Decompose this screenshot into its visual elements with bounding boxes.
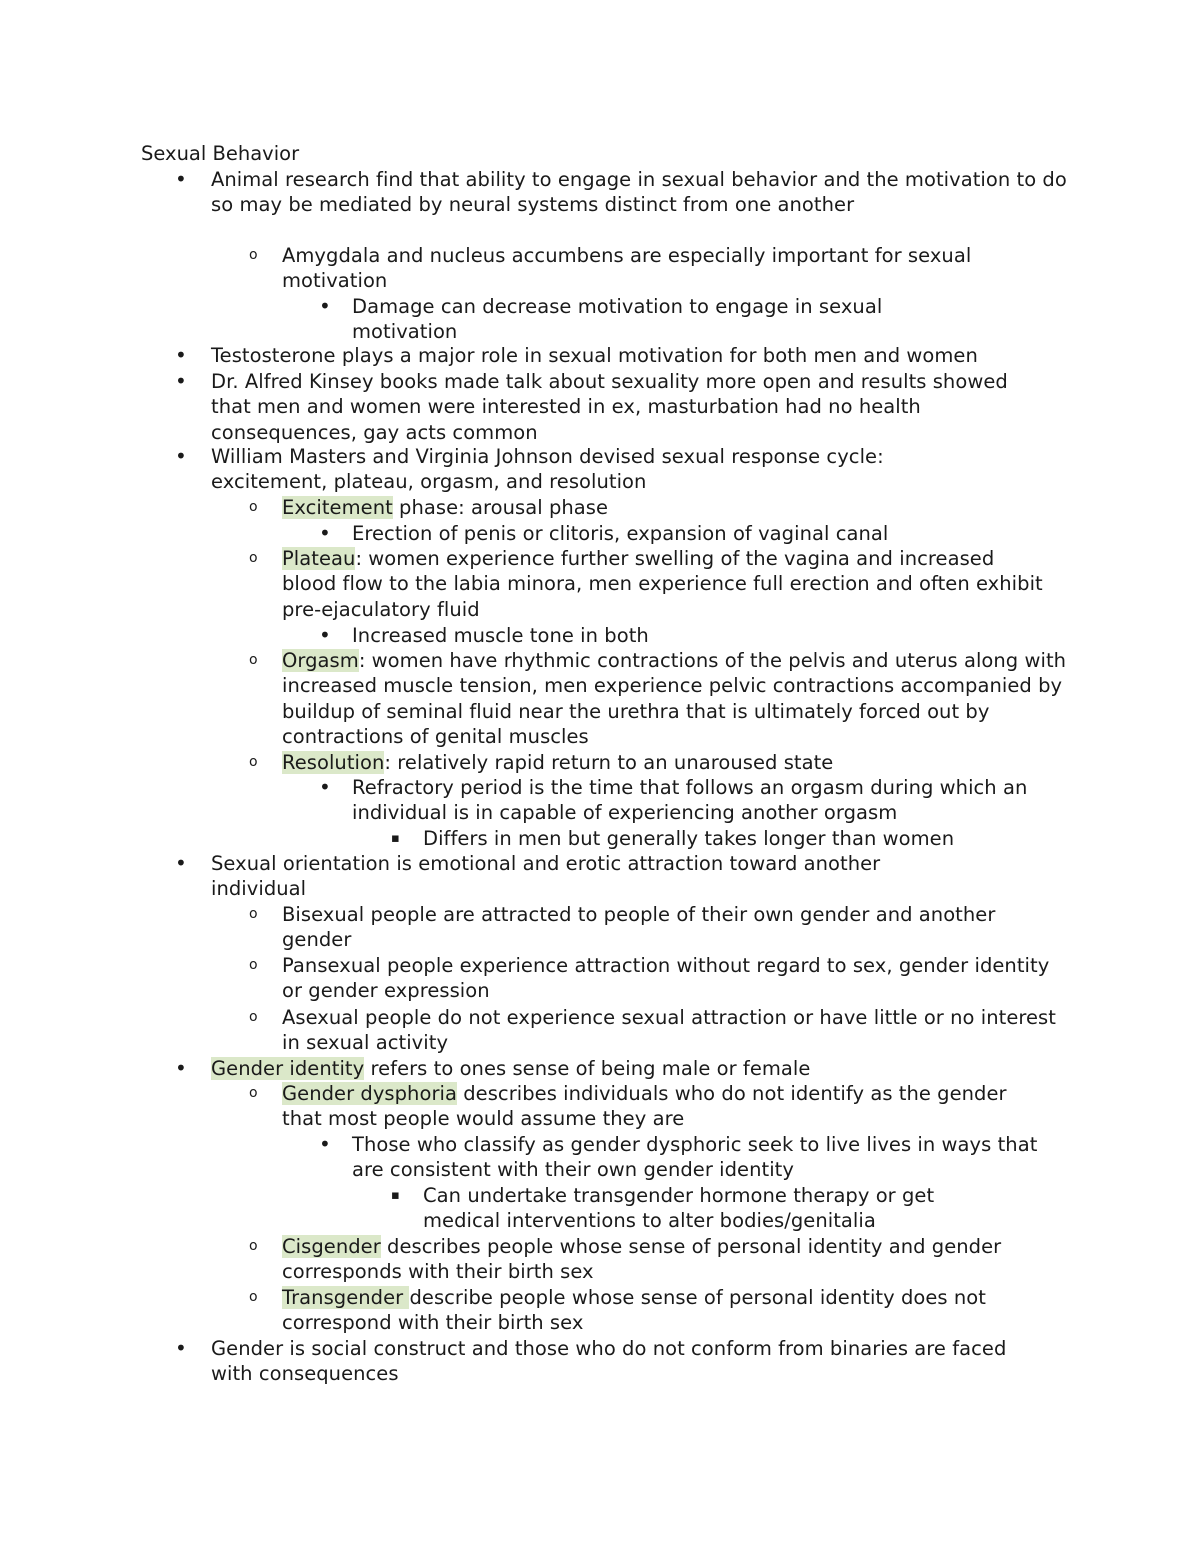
- bullet-icon: •: [319, 521, 331, 545]
- list-item: [319, 623, 1082, 648]
- bullet-icon: •: [175, 444, 187, 468]
- list-item: [249, 953, 1062, 1004]
- bullet-icon: •: [175, 343, 187, 367]
- list-item: [175, 1336, 1041, 1387]
- highlighted-term: Gender identity: [211, 1057, 365, 1080]
- list-item: [249, 1234, 1012, 1285]
- item-text: phase: arousal phase: [392, 496, 609, 519]
- highlighted-term: Transgender: [282, 1286, 410, 1309]
- circle-bullet-icon: o: [249, 550, 258, 566]
- highlighted-term: Resolution: [282, 751, 385, 774]
- circle-bullet-icon: o: [249, 1009, 258, 1025]
- square-bullet-icon: ▪: [391, 1188, 400, 1203]
- item-text: Erection of penis or clitoris, expansion of vaginal canal: [352, 522, 889, 545]
- list-item: [249, 495, 1082, 520]
- item-text: Amygdala and nucleus accumbens are especially important for sexual motivation: [282, 244, 972, 293]
- list-item: [175, 444, 971, 495]
- circle-bullet-icon: o: [249, 247, 258, 263]
- list-item: [249, 1081, 1012, 1132]
- list-item: [319, 294, 952, 345]
- bullet-icon: •: [319, 1132, 331, 1156]
- item-text: Damage can decrease motivation to engage in sexual motivation: [352, 295, 883, 344]
- list-item: [249, 1005, 1062, 1056]
- bullet-icon: •: [319, 623, 331, 647]
- list-item: [175, 369, 1021, 445]
- item-text: Sexual orientation is emotional and erotic attraction toward another individual: [211, 852, 881, 901]
- item-text: describe people whose sense of personal identity does not correspond with their birth sex: [282, 1286, 986, 1335]
- bullet-icon: •: [319, 775, 331, 799]
- item-text: Testosterone plays a major role in sexual motivation for both men and women: [211, 344, 978, 367]
- bullet-icon: •: [175, 167, 187, 191]
- item-text: William Masters and Virginia Johnson devised sexual response cycle: excitement, plateau, orgasm, and resolution: [211, 445, 884, 494]
- item-text: : women have rhythmic contractions of the pelvis and uterus along with increased muscle tension, men experience pelvic contractions accompanied by buildup of seminal fluid near the urethra that is ultimately forced out by contractions of genital muscles: [282, 649, 1067, 749]
- list-item: [319, 775, 1067, 826]
- item-text: Refractory period is the time that follows an orgasm during which an individual is in capable of experiencing another orgasm: [352, 776, 1028, 825]
- circle-bullet-icon: o: [249, 906, 258, 922]
- highlighted-term: Cisgender: [282, 1235, 381, 1258]
- item-text: : relatively rapid return to an unaroused state: [384, 751, 834, 774]
- item-text: Animal research find that ability to engage in sexual behavior and the motivation to do so may be mediated by neural systems distinct from one another: [211, 168, 1067, 217]
- circle-bullet-icon: o: [249, 499, 258, 515]
- list-item: [249, 1285, 1042, 1336]
- list-item: [249, 243, 1082, 294]
- circle-bullet-icon: o: [249, 957, 258, 973]
- item-text: Differs in men but generally takes longer than women: [423, 827, 955, 850]
- item-text: refers to ones sense of being male or female: [364, 1057, 811, 1080]
- list-item: [249, 902, 1002, 953]
- circle-bullet-icon: o: [249, 754, 258, 770]
- list-item: [175, 343, 1091, 368]
- list-item: [319, 521, 1082, 546]
- item-text: Dr. Alfred Kinsey books made talk about sexuality more open and results showed that men and women were interested in ex, masturbation had no health consequences, gay acts common: [211, 370, 1008, 444]
- square-bullet-icon: ▪: [391, 831, 400, 846]
- item-text: : women experience further swelling of the vagina and increased blood flow to the labia minora, men experience full erection and often exhibit pre-ejaculatory fluid: [282, 547, 1043, 621]
- highlighted-term: Plateau: [282, 547, 356, 570]
- list-item: [249, 546, 1052, 622]
- list-item: [249, 648, 1067, 750]
- item-text: Can undertake transgender hormone therapy or get medical interventions to alter bodies/genitalia: [423, 1184, 935, 1233]
- list-item: [175, 851, 971, 902]
- bullet-icon: •: [319, 294, 331, 318]
- item-text: describes individuals who do not identify as the gender that most people would assume they are: [282, 1082, 1007, 1131]
- highlighted-term: Orgasm: [282, 649, 359, 672]
- list-item: [391, 826, 1083, 851]
- item-text: Asexual people do not experience sexual attraction or have little or no interest in sexual activity: [282, 1006, 1056, 1055]
- list-item: [249, 750, 1082, 775]
- circle-bullet-icon: o: [249, 652, 258, 668]
- item-text: Pansexual people experience attraction without regard to sex, gender identity or gender expression: [282, 954, 1050, 1003]
- highlighted-term: Excitement: [282, 496, 393, 519]
- circle-bullet-icon: o: [249, 1085, 258, 1101]
- circle-bullet-icon: o: [249, 1238, 258, 1254]
- circle-bullet-icon: o: [249, 1289, 258, 1305]
- bullet-icon: •: [175, 1336, 187, 1360]
- bullet-icon: •: [175, 851, 187, 875]
- item-text: describes people whose sense of personal identity and gender corresponds with their birth sex: [282, 1235, 1002, 1284]
- page-title: Sexual Behavior: [141, 142, 300, 165]
- highlighted-term: Gender dysphoria: [282, 1082, 457, 1105]
- bullet-icon: •: [175, 1056, 187, 1080]
- item-text: Gender is social construct and those who do not conform from binaries are faced with consequences: [211, 1337, 1007, 1386]
- list-item: [391, 1183, 1013, 1234]
- item-text: Those who classify as gender dysphoric seek to live lives in ways that are consistent with their own gender identity: [352, 1133, 1038, 1182]
- list-item: [175, 1056, 1091, 1081]
- item-text: Bisexual people are attracted to people of their own gender and another gender: [282, 903, 996, 952]
- list-item: [319, 1132, 1067, 1183]
- list-item: [175, 167, 1091, 218]
- bullet-icon: •: [175, 369, 187, 393]
- item-text: Increased muscle tone in both: [352, 624, 649, 647]
